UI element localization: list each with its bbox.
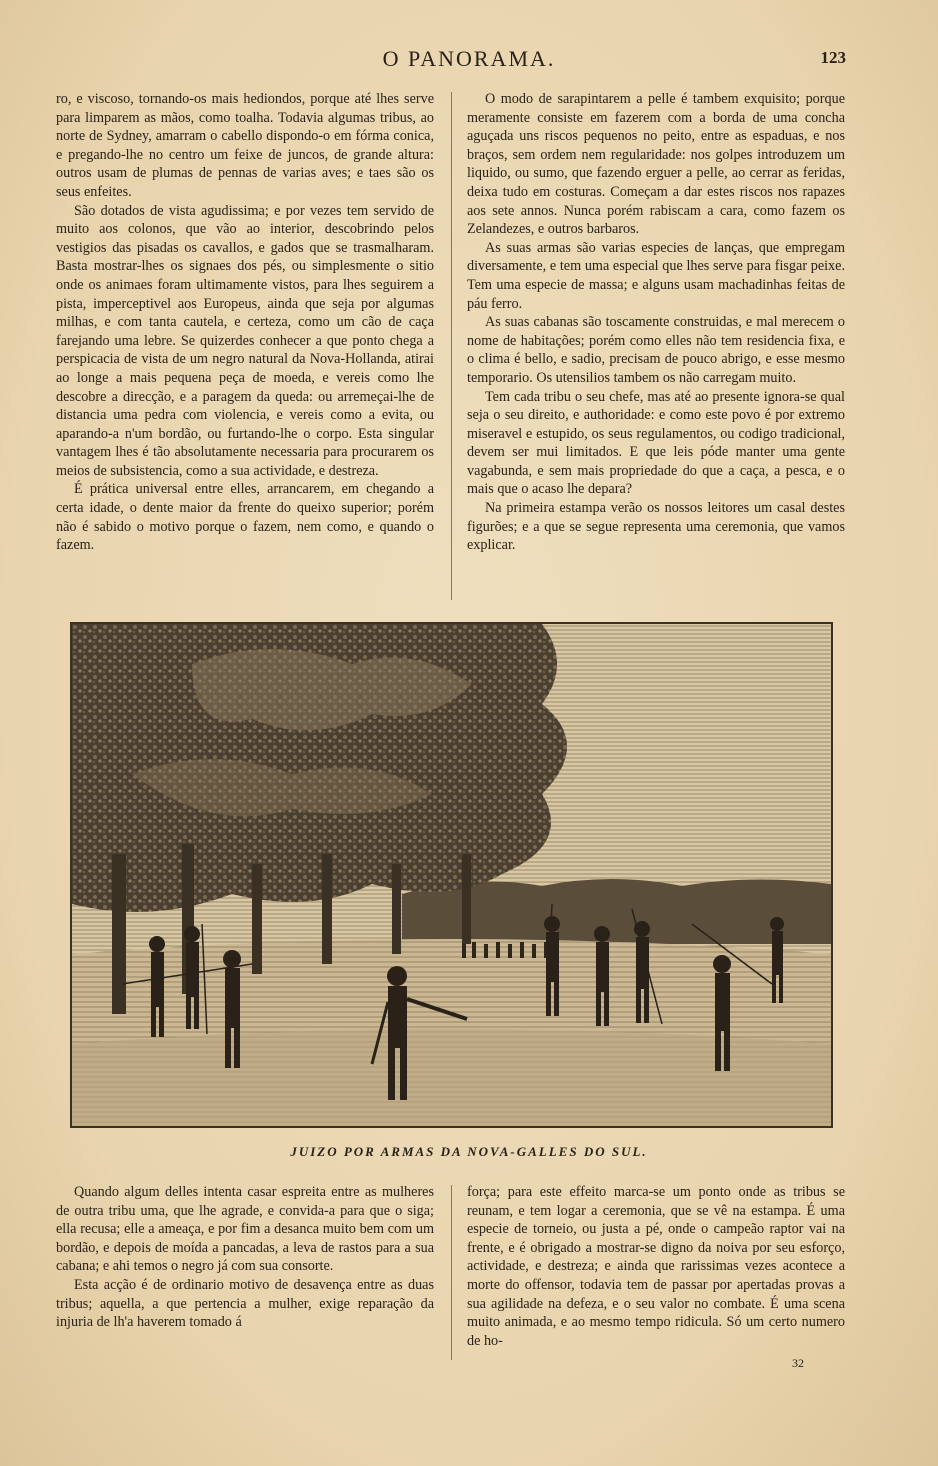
- bottom-left-column: [56, 1183, 434, 1332]
- printer-signature-mark: 32: [792, 1356, 804, 1370]
- paragraph: O modo de sarapintarem a pelle é tambem exquisito; porque meramente consiste em fazerem com a borda de uma concha aguçada uns riscos pequenos no peito, entre as espaduas, e nos braços, sem ordem nem regularidade: nos golpes introduzem um liquido, ou sumo, que fazendo erguer a pelle, ao cerrar as feridas, deixa tudo em costuras. Começam a dar estes riscos nos rapazes aos sete annos. Nunca porém rabiscam a cara, como fazem os Zelandezes, e outros barbaros.: [467, 91, 845, 238]
- paragraph: força; para este effeito marca-se um ponto onde as tribus se reunam, e tem logar a ceremonia, que se vê na estampa. É uma especie de torneio, ou justa a pé, onde o campeão raptor vai na frente, e é obrigado a mostrar-se digno da noiva por seu esforço, actividade, e destreza; e ainda que rarissimas vezes acontece a morte do offensor, todavia tem de passar por apertadas provas a sua agilidade na defeza, e o seu valor no combate. É uma scena muito animada, e ao mesmo tempo ridicula. Só um certo numero de ho-: [467, 1184, 845, 1349]
- paragraph: Quando algum delles intenta casar espreita entre as mulheres de outra tribu uma, que lhe agrade, e convida-a para que o siga; ella recusa; elle a ameaça, e por fim a desanca muito bem com um bordão, e depois de moída a pancadas, a leva de rastos para a sua cabana; e ahi temos o negro já com sua consorte.: [56, 1184, 434, 1275]
- paragraph: Na primeira estampa verão os nossos leitores um casal destes figurões; e a que se segue representa uma ceremonia, que vamos explicar.: [467, 500, 845, 554]
- column-divider: [451, 1185, 452, 1360]
- paragraph: As suas cabanas são toscamente construidas, e mal merecem o nome de habitações; porém como elles não tem residencia fixa, e o clima é bello, e sadio, precisam de pouco abrigo, e esse mesmo temporario. Os utensilios tambem os não carregam muito.: [467, 314, 845, 386]
- column-divider: [451, 92, 452, 600]
- paragraph: Esta acção é de ordinario motivo de desavença entre as duas tribus; aquella, a que pertencia a mulher, exige reparação da injuria de lh'a haverem tomado á: [56, 1276, 434, 1331]
- paragraph: São dotados de vista agudissima; e por vezes tem servido de muito aos colonos, que vão ao interior, descobrindo pelos vestigios das pisadas os cavallos, e gados que se trasmalharam. Basta mostrar-lhes os signaes dos pés, ou simplesmente o sitio onde os animaes foram ultimamente vistos, para lhes seguirem a pista, imperceptivel aos Europeus, ainda que seja por algumas milhas, e com tanta cautela, e certeza, como um cão de caça farejando uma lebre. Se quizerdes conhecer a que ponto chega a perspicacia de vista de um negro natural da Nova-Hollanda, atirai ao longe a mais pequena peça de moeda, e vereis como lhe descobre a direcção, e a paragem da queda: ou arremeçai-lhe de distancia uma pedra com violencia, e vereis como a evita, ou aparando-a n'um bordão, ou furtando-lhe o corpo. Esta singular vantagem lhes é tão absolutamente necessaria para procurarem os meios de subsistencia, como a sua actividade, e destreza.: [56, 202, 434, 479]
- paragraph: É prática universal entre elles, arrancarem, em chegando a certa idade, o dente maior da frente do queixo superior; porém não é sabido o motivo porque o fazem, nem como, e quando o fazem.: [56, 481, 434, 554]
- paragraph: ro, e viscoso, tornando-os mais hediondos, porque até lhes serve para limparem as mãos, como toalha. Todavia algumas tribus, ao norte de Sydney, amarram o cabello dispondo-o em fórma conica, e pregando-lhe no centro um feixe de juncos, de grande altura: outros usam de plumas de pennas de varias aves; e taes são os seus enfeites.: [56, 91, 434, 200]
- paragraph: As suas armas são varias especies de lanças, que empregam diversamente, e tem uma especial que lhes serve para fisgar peixe. Tem uma especie de massa; e alguns usam machadinhas feitas de páu ferro.: [467, 239, 845, 312]
- top-right-column: [467, 90, 845, 555]
- page-number: 123: [820, 48, 846, 67]
- page-title: O PANORAMA.: [382, 46, 556, 71]
- top-left-column: [56, 90, 434, 555]
- illustration-caption: JUIZO POR ARMAS DA NOVA-GALLES DO SUL.: [290, 1144, 648, 1159]
- bottom-right-column: [467, 1183, 845, 1350]
- engraving-illustration: [70, 622, 833, 1128]
- paragraph: Tem cada tribu o seu chefe, mas até ao presente ignora-se qual seja o seu direito, e authoridade: e como este povo é por extremo miseravel e estupido, os seus regulamentos, ou codigo tradicional, devem ser mui limitados. E que leis póde manter uma gente vagabunda, e sem mais propriedade do que a caça, a pesca, e o mais que o acaso lhe depara?: [467, 388, 845, 498]
